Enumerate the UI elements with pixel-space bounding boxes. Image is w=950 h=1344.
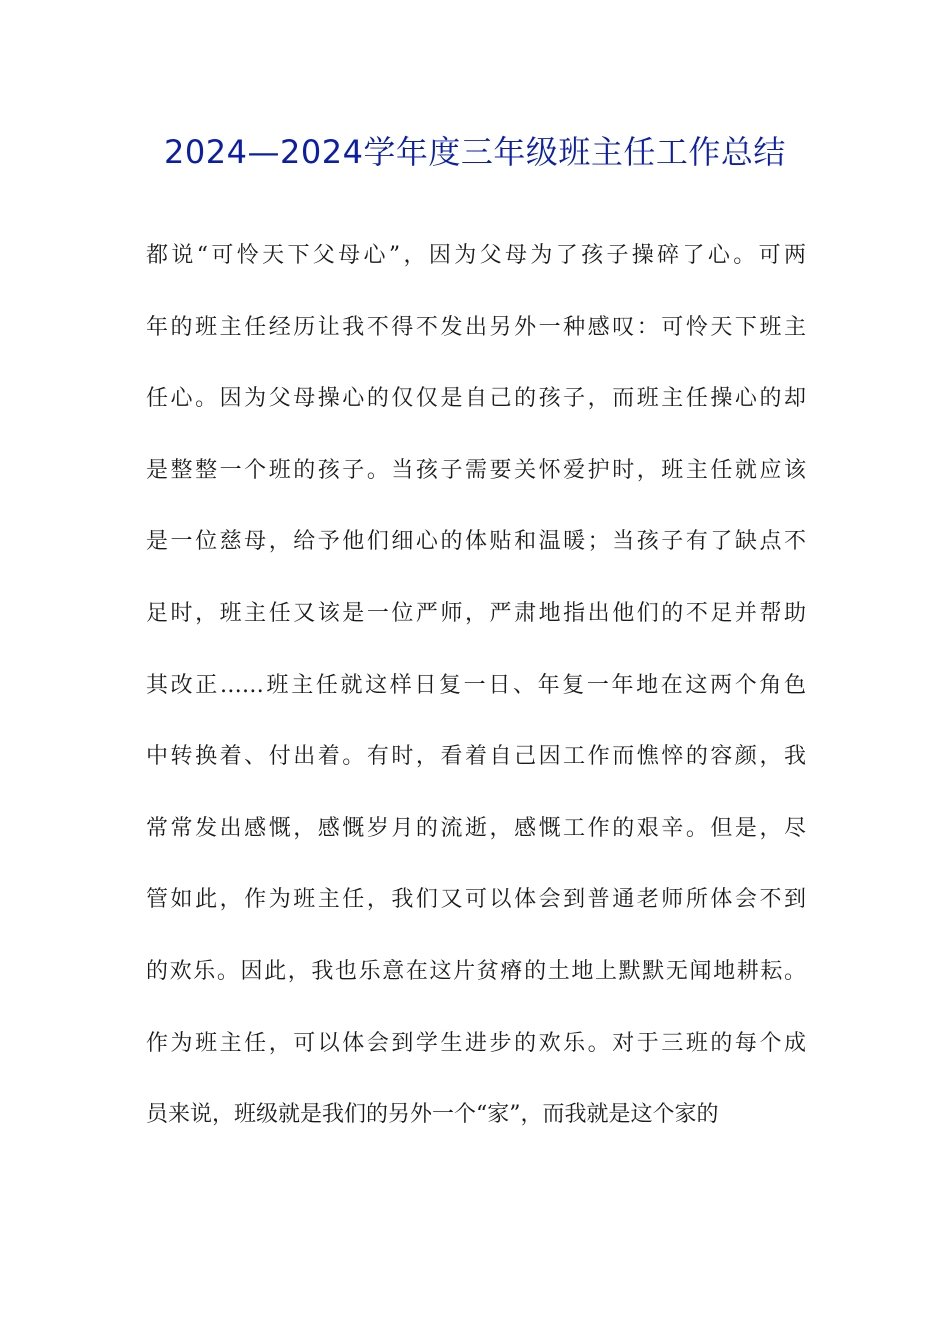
body-line-11: 的欢乐。因此，我也乐意在这片贫瘠的土地上默默无闻地耕耘。 xyxy=(146,958,806,984)
body-line-6: 足时，班主任又该是一位严师，严肃地指出他们的不足并帮助 xyxy=(146,600,806,626)
body-line-4: 是整整一个班的孩子。当孩子需要关怀爱护时，班主任就应该 xyxy=(146,457,806,483)
body-line-13: 员来说，班级就是我们的另外一个“家”，而我就是这个家的 xyxy=(146,1102,719,1128)
body-line-5: 是一位慈母，给予他们细心的体贴和温暖；当孩子有了缺点不 xyxy=(146,529,806,555)
body-line-12: 作为班主任，可以体会到学生进步的欢乐。对于三班的每个成 xyxy=(146,1030,806,1056)
body-line-9: 常常发出感慨，感慨岁月的流逝，感慨工作的艰辛。但是，尽 xyxy=(146,815,806,841)
body-line-1: 都说“可怜天下父母心”，因为父母为了孩子操碎了心。可两 xyxy=(146,243,806,268)
document-title: 2024—2024学年度三年级班主任工作总结 xyxy=(164,133,786,171)
body-line-8: 中转换着、付出着。有时，看着自己因工作而憔悴的容颜，我 xyxy=(146,744,806,770)
body-line-10: 管如此，作为班主任，我们又可以体会到普通老师所体会不到 xyxy=(146,887,806,913)
body-line-7: 其改正……班主任就这样日复一日、年复一年地在这两个角色 xyxy=(146,672,806,698)
document-body xyxy=(146,230,806,1161)
body-line-3: 任心。因为父母操心的仅仅是自己的孩子，而班主任操心的却 xyxy=(146,386,806,412)
body-line-2: 年的班主任经历让我不得不发出另外一种感叹：可怜天下班主 xyxy=(146,314,806,340)
